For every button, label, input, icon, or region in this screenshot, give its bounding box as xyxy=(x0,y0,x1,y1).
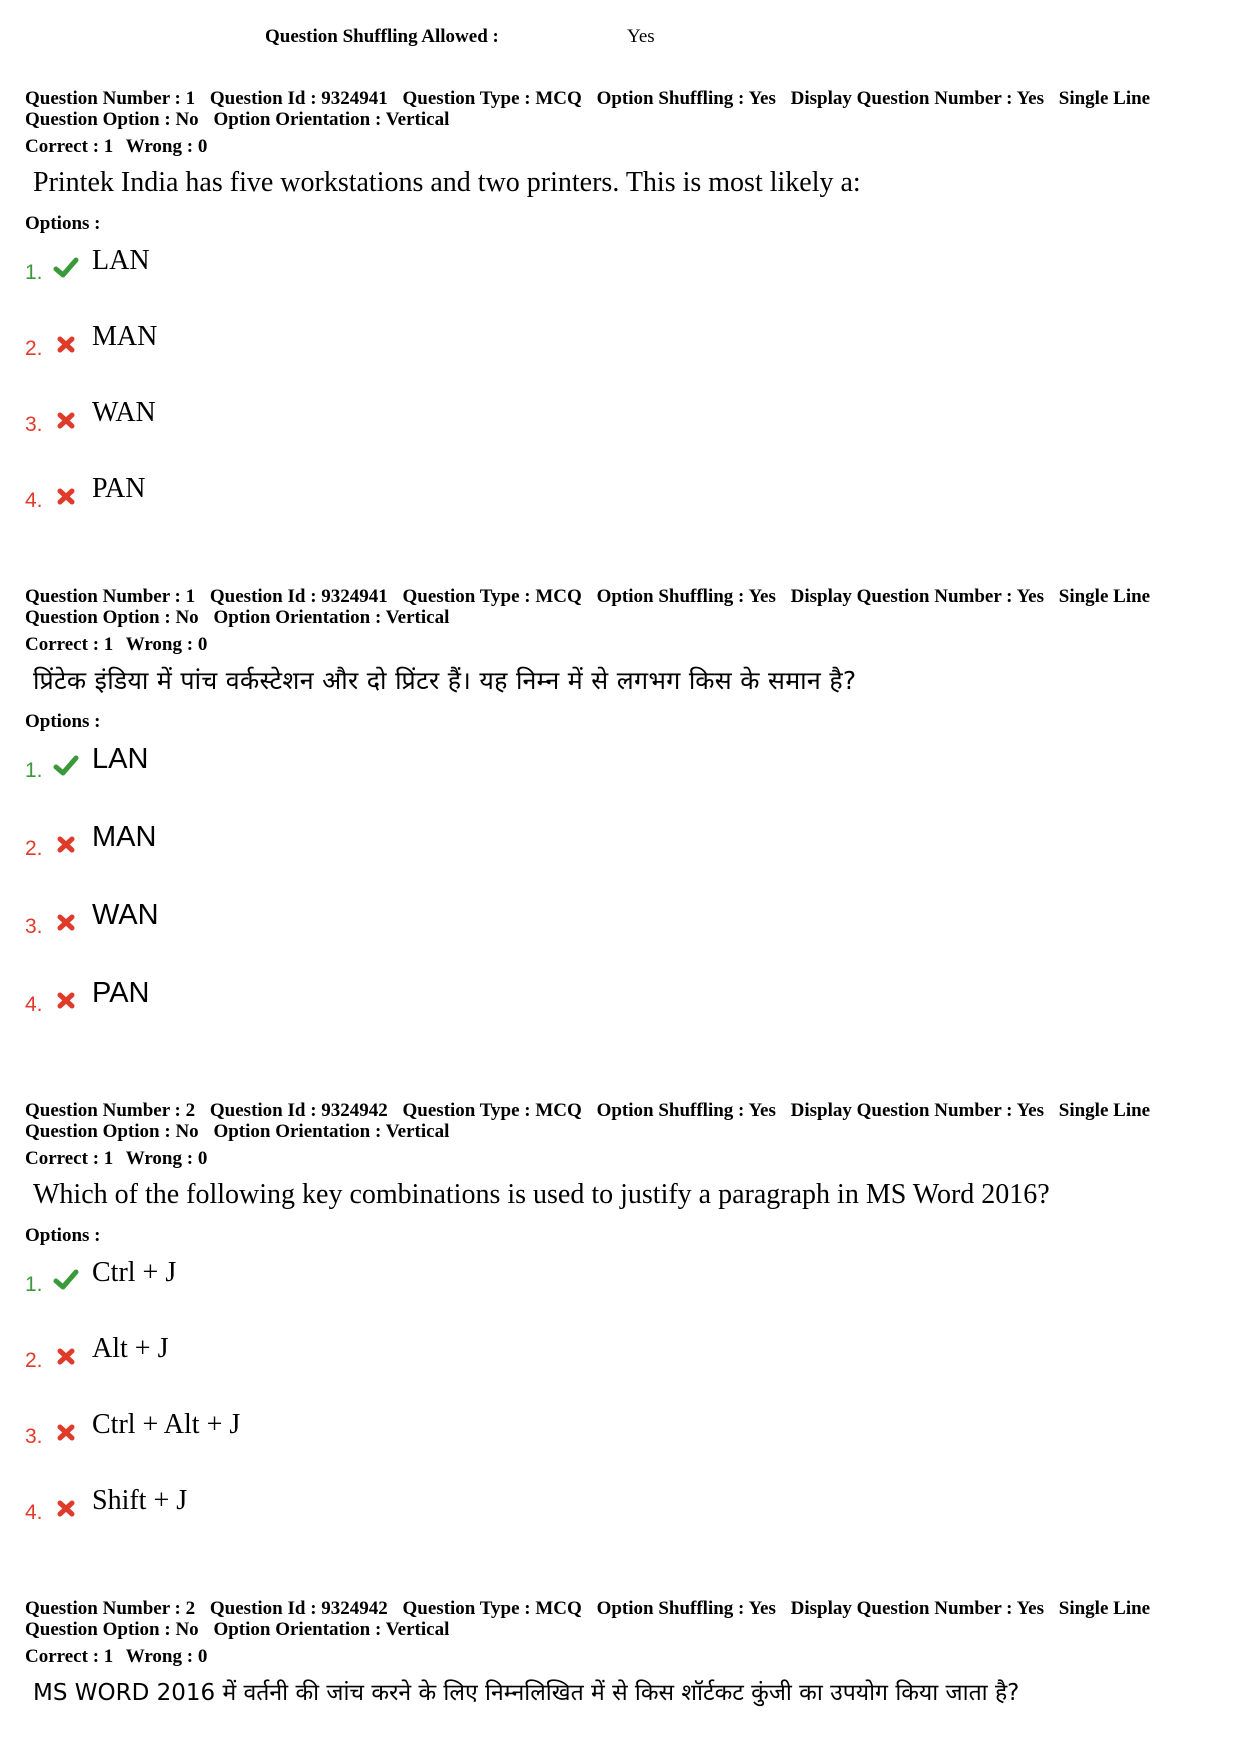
single-line-option: No xyxy=(175,607,199,628)
option-item xyxy=(25,395,1220,471)
option-number: 3. xyxy=(25,413,43,436)
wrong-marks: 0 xyxy=(197,136,208,157)
option-list xyxy=(25,741,1220,1053)
option-item xyxy=(25,1483,1220,1559)
shuffle-label: Question Shuffling Allowed : xyxy=(265,26,499,47)
correct-marks: 1 xyxy=(103,1646,114,1667)
option-orientation: Vertical xyxy=(385,1121,450,1142)
question-block xyxy=(25,88,1220,547)
option-item xyxy=(25,243,1220,319)
option-text: PAN xyxy=(92,977,150,1009)
wrong-marks: 0 xyxy=(197,634,208,655)
option-item xyxy=(25,1407,1220,1483)
option-item xyxy=(25,319,1220,395)
option-number: 3. xyxy=(25,1425,43,1448)
single-line-option: No xyxy=(175,1619,199,1640)
check-icon xyxy=(53,753,79,779)
cross-icon xyxy=(53,831,79,857)
question-number: 1 xyxy=(185,88,196,109)
options-label: Options : xyxy=(25,213,101,234)
option-text: Ctrl + J xyxy=(92,1257,177,1288)
option-shuffling: Yes xyxy=(748,88,776,109)
option-text: MAN xyxy=(92,321,158,352)
option-item xyxy=(25,975,1220,1053)
option-number: 4. xyxy=(25,1501,43,1524)
option-item xyxy=(25,897,1220,975)
option-number: 2. xyxy=(25,337,43,360)
options-label: Options : xyxy=(25,711,101,732)
option-text: Alt + J xyxy=(92,1333,169,1364)
option-list xyxy=(25,1255,1220,1559)
option-orientation: Vertical xyxy=(385,109,450,130)
question-number: 1 xyxy=(185,586,196,607)
option-number: 1. xyxy=(25,759,43,782)
question-text: Printek India has five workstations and two printers. This is most likely a: xyxy=(33,167,861,198)
question-meta: Question Number : 2 Question Id : 9324942 Question Type : MCQ Option Shuffling : Yes Display Question Number : Yes Single Line Question Option : No Option Orientation : Vertical xyxy=(25,1598,1151,1640)
question-id: 9324942 xyxy=(321,1100,388,1121)
option-number: 3. xyxy=(25,915,43,938)
correct-marks: 1 xyxy=(103,634,114,655)
option-text: WAN xyxy=(92,397,156,428)
cross-icon xyxy=(53,909,79,935)
check-icon xyxy=(53,1267,79,1293)
question-id: 9324941 xyxy=(321,586,388,607)
display-question-number: Yes xyxy=(1016,586,1045,607)
question-type: MCQ xyxy=(535,586,582,607)
option-shuffling: Yes xyxy=(748,1100,776,1121)
option-shuffling: Yes xyxy=(748,1598,776,1619)
question-text: MS WORD 2016 में वर्तनी की जांच करने के लिए निम्नलिखित में से किस शॉर्टकट कुंजी का उपयोग किया जाता है? xyxy=(33,1680,1020,1706)
correct-marks: 1 xyxy=(103,1148,114,1169)
display-question-number: Yes xyxy=(1016,1598,1045,1619)
question-type: MCQ xyxy=(535,1100,582,1121)
question-block xyxy=(25,1598,1220,1711)
option-number: 2. xyxy=(25,1349,43,1372)
question-block xyxy=(25,1100,1220,1559)
question-number: 2 xyxy=(185,1598,196,1619)
wrong-marks: 0 xyxy=(197,1646,208,1667)
question-text: प्रिंटेक इंडिया में पांच वर्कस्टेशन और दो प्रिंटर हैं। यह निम्न में से लगभग किस के समान है? xyxy=(33,666,857,695)
question-text: Which of the following key combinations is used to justify a paragraph in MS Word 2016? xyxy=(33,1179,1050,1210)
question-meta: Question Number : 1 Question Id : 9324941 Question Type : MCQ Option Shuffling : Yes Display Question Number : Yes Single Line Question Option : No Option Orientation : Vertical xyxy=(25,586,1151,628)
cross-icon xyxy=(53,331,79,357)
option-item xyxy=(25,741,1220,819)
option-text: PAN xyxy=(92,473,146,504)
options-label: Options : xyxy=(25,1225,101,1246)
option-shuffling: Yes xyxy=(748,586,776,607)
cross-icon xyxy=(53,987,79,1013)
display-question-number: Yes xyxy=(1016,88,1045,109)
display-question-number: Yes xyxy=(1016,1100,1045,1121)
option-text: WAN xyxy=(92,899,159,931)
question-id: 9324942 xyxy=(321,1598,388,1619)
option-orientation: Vertical xyxy=(385,607,450,628)
option-number: 2. xyxy=(25,837,43,860)
correct-marks: 1 xyxy=(103,136,114,157)
question-block xyxy=(25,586,1220,1053)
cross-icon xyxy=(53,1495,79,1521)
question-id: 9324941 xyxy=(321,88,388,109)
option-text: Ctrl + Alt + J xyxy=(92,1409,241,1440)
option-number: 4. xyxy=(25,489,43,512)
question-meta: Question Number : 2 Question Id : 9324942 Question Type : MCQ Option Shuffling : Yes Display Question Number : Yes Single Line Question Option : No Option Orientation : Vertical xyxy=(25,1100,1151,1142)
cross-icon xyxy=(53,1343,79,1369)
wrong-marks: 0 xyxy=(197,1148,208,1169)
question-marks: Correct : 1 Wrong : 0 xyxy=(25,136,208,157)
single-line-option: No xyxy=(175,109,199,130)
question-marks: Correct : 1 Wrong : 0 xyxy=(25,1646,208,1667)
question-marks: Correct : 1 Wrong : 0 xyxy=(25,634,208,655)
option-text: Shift + J xyxy=(92,1485,188,1516)
question-type: MCQ xyxy=(535,1598,582,1619)
option-text: LAN xyxy=(92,743,149,775)
option-text: MAN xyxy=(92,821,157,853)
question-marks: Correct : 1 Wrong : 0 xyxy=(25,1148,208,1169)
question-meta: Question Number : 1 Question Id : 9324941 Question Type : MCQ Option Shuffling : Yes Display Question Number : Yes Single Line Question Option : No Option Orientation : Vertical xyxy=(25,88,1151,130)
single-line-option: No xyxy=(175,1121,199,1142)
cross-icon xyxy=(53,1419,79,1445)
cross-icon xyxy=(53,407,79,433)
option-list xyxy=(25,243,1220,547)
option-number: 4. xyxy=(25,993,43,1016)
check-icon xyxy=(53,255,79,281)
option-text: LAN xyxy=(92,245,150,276)
question-type: MCQ xyxy=(535,88,582,109)
option-number: 1. xyxy=(25,1273,43,1296)
option-orientation: Vertical xyxy=(385,1619,450,1640)
option-item xyxy=(25,819,1220,897)
option-item xyxy=(25,471,1220,547)
shuffle-value: Yes xyxy=(627,26,655,47)
option-item xyxy=(25,1331,1220,1407)
cross-icon xyxy=(53,483,79,509)
question-number: 2 xyxy=(185,1100,196,1121)
option-item xyxy=(25,1255,1220,1331)
option-number: 1. xyxy=(25,261,43,284)
